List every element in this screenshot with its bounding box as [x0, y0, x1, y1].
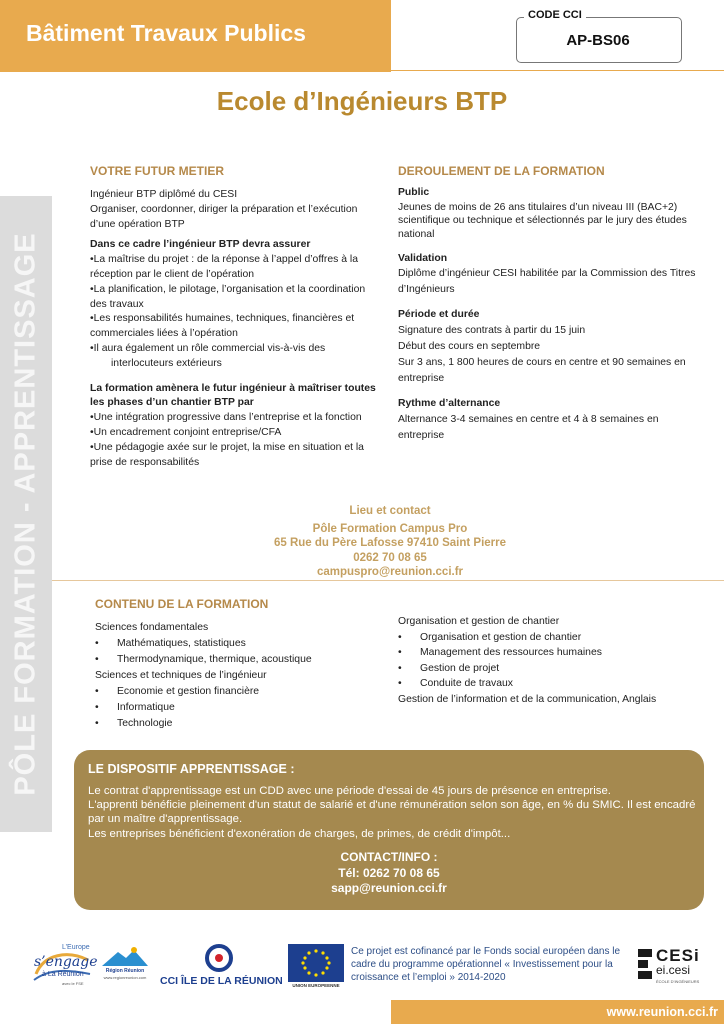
cadre-item-continuation: interlocuteurs extérieurs: [111, 357, 222, 369]
cadre-item: •La planification, le pilotage, l’organisation et la coordination des travaux: [90, 283, 366, 310]
public-text: Jeunes de moins de 26 ans titulaires d’un niveau III (BAC+2) scientifique ou technique et sélectionnés par le jury des études national: [398, 201, 687, 240]
list-item: [95, 716, 385, 732]
periode-title: Période et durée: [398, 309, 480, 321]
list-item: [398, 676, 698, 692]
europe-logo-small: L’Europe: [62, 944, 90, 951]
contenu-group-title: Organisation et gestion de chantier: [398, 616, 560, 627]
periode-line: Sur 3 ans, 1 800 heures de cours en centre et 90 semaines en entreprise: [398, 357, 686, 385]
section-divider: [52, 580, 724, 581]
europe-logo: [30, 944, 98, 990]
bullet: •: [398, 631, 402, 643]
contenu-group-title: Sciences et techniques de l’ingénieur: [95, 670, 267, 681]
list-item-label: Management des ressources humaines: [420, 647, 602, 659]
contenu-left: [95, 620, 385, 732]
cesi-logo: [638, 946, 708, 990]
cadre-item: •Il aura également un rôle commercial vis-à-vis des: [90, 342, 326, 354]
deroulement-column: [398, 164, 698, 444]
page-title: Ecole d’Ingénieurs BTP: [216, 86, 508, 116]
validation-title: Validation: [398, 252, 448, 264]
bullet: •: [95, 638, 99, 649]
list-item: [398, 645, 698, 661]
list-item-label: Informatique: [117, 702, 175, 713]
lieu-phone: 0262 70 08 65: [353, 551, 427, 564]
list-item: [95, 700, 385, 716]
list-item-label: Thermodynamique, thermique, acoustique: [117, 654, 312, 665]
dispositif-line: Le contrat d'apprentissage est un CDD avec une période d'essai de 45 jours de présence en entreprise.: [88, 785, 611, 797]
list-item: [95, 652, 385, 668]
contenu-right-footer: Gestion de l’information et de la communication, Anglais: [398, 693, 657, 705]
header-title: Bâtiment Travaux Publics: [26, 20, 306, 46]
periode-line: Début des cours en septembre: [398, 341, 541, 353]
eu-flag-icon: [288, 944, 344, 982]
contenu-title: CONTENU DE LA FORMATION: [95, 597, 269, 611]
bullet: •: [95, 686, 99, 697]
contenu-group-title: Sciences fondamentales: [95, 622, 209, 633]
formation-item: •Une pédagogie axée sur le projet, la mise en situation et la prise de responsabilités: [90, 441, 364, 468]
list-item-label: Economie et gestion financière: [117, 686, 260, 697]
validation-text: Diplôme d’ingénieur CESI habilitée par la Commission des Titres d’Ingénieurs: [398, 268, 696, 296]
contact-phone: Tél: 0262 70 08 65: [338, 865, 440, 880]
list-item: [398, 661, 698, 677]
metier-column: [90, 164, 382, 470]
cci-logo: [160, 944, 283, 988]
dispositif-line: Les entreprises bénéficient d'exonération de charges, de primes, de crédit d'impôt...: [88, 827, 511, 840]
eu-flag-label: UNION EUROPEENNE: [292, 983, 340, 988]
region-logo-text: Région Réunion: [105, 968, 145, 974]
code-label: CODE CCI: [524, 9, 586, 21]
bullet: •: [398, 647, 402, 659]
lieu-contact: [230, 504, 550, 580]
side-vertical-label: PÔLE FORMATION - APPRENTISSAGE: [9, 232, 42, 796]
code-value: AP-BS06: [566, 32, 630, 49]
bullet: •: [95, 702, 99, 713]
cesi-logo-main: CESi: [656, 946, 700, 965]
region-logo: [100, 946, 150, 986]
metier-title: VOTRE FUTUR METIER: [90, 164, 224, 178]
rythme-text: Alternance 3-4 semaines en centre et 4 à 8 semaines en entreprise: [398, 413, 659, 441]
header-divider: [391, 70, 724, 71]
cadre-item: •La maîtrise du projet : de la réponse à l’appel d’offres à la réception par le client de l’opération: [90, 254, 358, 280]
list-item: [95, 684, 385, 700]
bullet: •: [398, 678, 402, 690]
formation-item: •Un encadrement conjoint entreprise/CFA: [90, 426, 282, 438]
dispositif-text: [88, 784, 696, 841]
bullet: •: [95, 718, 99, 729]
cadre-item: •Les responsabilités humaines, techniques, financières et commerciales liées à l’opération: [90, 313, 355, 340]
list-item-label: Technologie: [117, 718, 173, 729]
formation-title: La formation amènera le futur ingénieur à maîtriser toutes les phases d’un chantier BTP par: [90, 382, 376, 409]
contact-title: CONTACT/INFO :: [340, 850, 438, 864]
lieu-address: 65 Rue du Père Lafosse 97410 Saint Pierre: [273, 537, 507, 550]
europe-logo-main: s’engage: [34, 954, 98, 970]
list-item: [398, 630, 698, 646]
region-logo-url: www.regionreunion.com: [103, 975, 147, 980]
public-title: Public: [398, 187, 430, 198]
cci-logo-text: CCI ÎLE DE LA RÉUNION: [160, 975, 283, 987]
rythme-title: Rythme d’alternance: [398, 398, 501, 410]
fse-funding-text: Ce projet est cofinancé par le Fonds social européen dans le cadre du programme opérationnel « Investissement pour la croissance et l’emploi » 2014-2020: [351, 946, 621, 983]
europe-logo-sub: à La Réunion: [42, 971, 84, 978]
list-item-label: Conduite de travaux: [420, 678, 513, 690]
contenu-right: [398, 614, 698, 708]
cesi-logo-sub: ei.cesi: [656, 963, 691, 977]
bullet: •: [398, 662, 402, 674]
dispositif-title: LE DISPOSITIF APPRENTISSAGE :: [88, 762, 295, 776]
lieu-title: Lieu et contact: [349, 505, 431, 517]
region-volcano-icon: [100, 946, 150, 968]
list-item-label: Gestion de projet: [420, 662, 500, 674]
website-link[interactable]: www.reunion.cci.fr: [606, 1005, 718, 1019]
deroulement-title: DEROULEMENT DE LA FORMATION: [398, 164, 605, 178]
dispositif-line: L'apprenti bénéficie pleinement d'un statut de salarié et d'une rémunération selon son âge, en % du SMIC. Il est encadré par un maître d'apprentissage.: [88, 799, 696, 826]
list-item-label: Organisation et gestion de chantier: [420, 631, 582, 643]
metier-intro-1: Ingénieur BTP diplômé du CESI: [90, 189, 238, 200]
europe-logo-tiny: avec le FSE: [62, 981, 84, 986]
cesi-emblem-icon: [638, 949, 654, 979]
dispositif-contact: [74, 850, 704, 897]
periode-line: Signature des contrats à partir du 15 juin: [398, 325, 586, 337]
bullet: •: [95, 654, 99, 665]
contact-email[interactable]: sapp@reunion.cci.fr: [331, 881, 447, 896]
metier-intro-2: Organiser, coordonner, diriger la préparation et l’exécution d’une opération BTP: [90, 203, 358, 230]
formation-item: •Une intégration progressive dans l’entreprise et la fonction: [90, 412, 362, 424]
eu-flag-logo: [288, 944, 344, 990]
list-item: [95, 636, 385, 652]
list-item-label: Mathématiques, statistiques: [117, 638, 246, 649]
lieu-email[interactable]: campuspro@reunion.cci.fr: [316, 566, 464, 579]
cadre-title: Dans ce cadre l’ingénieur BTP devra assurer: [90, 239, 311, 251]
cesi-logo-tiny: ÉCOLE D’INGÉNIEURS: [656, 979, 700, 984]
lieu-name: Pôle Formation Campus Pro: [312, 522, 468, 535]
cci-emblem-icon: [204, 944, 234, 972]
